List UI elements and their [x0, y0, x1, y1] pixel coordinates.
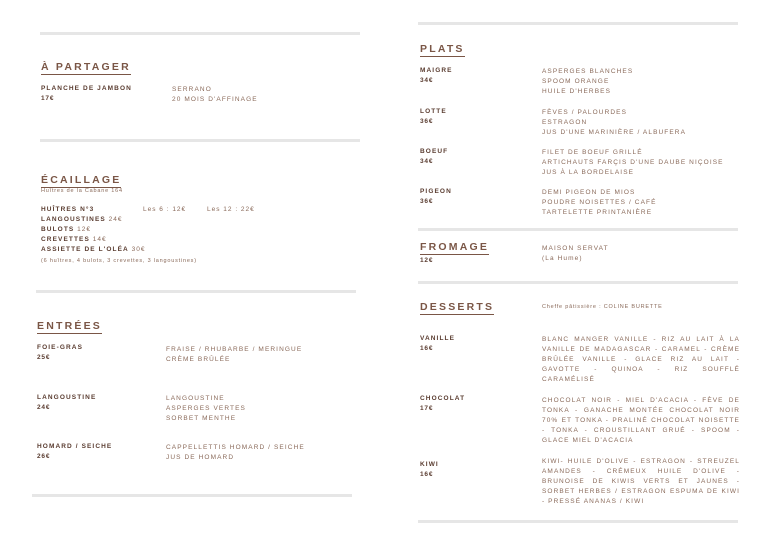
item-desc-langoustine: [166, 394, 246, 424]
item-desc-planche-jambon: [172, 85, 258, 105]
desc-line: FRAISE / RHUBARBE / MERINGUE: [166, 346, 303, 353]
desc-line: JUS À LA BORDELAISE: [542, 169, 635, 176]
section-subtitle-ecaillage: Huîtres de la Cabane 164: [41, 188, 123, 194]
pastry-chef: Cheffe pâtissière : COLINE BURETTE: [542, 304, 663, 310]
section-title-a-partager: À PARTAGER: [41, 61, 131, 73]
row-name: BULOTS: [41, 226, 75, 233]
desc-line: JUS D'UNE MARINIÈRE / ALBUFERA: [542, 129, 687, 136]
desc-line: FÈVES / PALOURDES: [542, 109, 628, 116]
divider: [40, 139, 360, 142]
desc-line: TARTELETTE PRINTANIÈRE: [542, 209, 653, 216]
item-price-huitres-6: Les 6 : 12€: [143, 206, 187, 213]
item-price-boeuf: 34€: [420, 158, 434, 165]
ecaillage-row: [41, 246, 145, 253]
item-desc-vanille: BLANC MANGER VANILLE - RIZ AU LAIT À LA VANILLE DE MADAGASCAR - CARAMEL - CRÈME BRÛLÉE VANILLE - GLACE RIZ AU LAIT - GAVOTTE - QUINOA - RIZ SOUFFLÉ CARAMÉLISÉ: [542, 336, 740, 383]
desc-line: (La Hume): [542, 255, 583, 262]
desc-line: DEMI PIGEON DE MIOS: [542, 189, 636, 196]
item-name-planche-jambon: PLANCHE DE JAMBON: [41, 85, 132, 92]
ecaillage-row: [41, 226, 91, 233]
item-desc-kiwi: KIWI- HUILE D'OLIVE - ESTRAGON - STREUZEL AMANDES - CRÉMEUX HUILE D'OLIVE - BRUNOISE DE KIWIS VERTS ET JAUNES - SORBET HERBES / ESTRAGON ESPUMA DE KIWI - PRESSÉ ANANAS / KIWI: [542, 458, 740, 505]
divider: [36, 290, 356, 293]
desc-line: LANGOUSTINE: [166, 395, 225, 402]
divider: [32, 494, 352, 497]
item-name-boeuf: BOEUF: [420, 148, 449, 155]
divider: [418, 228, 738, 231]
item-name-vanille: VANILLE: [420, 335, 456, 342]
item-name-homard-seiche: HOMARD / SEICHE: [37, 443, 113, 450]
item-desc-fromage: [542, 244, 609, 264]
item-desc-lotte: [542, 108, 686, 138]
row-name: ASSIETTE DE L'OLÉA: [41, 246, 129, 253]
item-name-langoustine: LANGOUSTINE: [37, 394, 97, 401]
item-name-lotte: LOTTE: [420, 108, 447, 115]
divider: [40, 32, 360, 35]
desc-line: ASPERGES BLANCHES: [542, 68, 634, 75]
item-price-planche-jambon: 17€: [41, 95, 55, 102]
divider: [418, 281, 738, 284]
item-desc-homard-seiche: [166, 443, 305, 463]
item-price-langoustine: 24€: [37, 404, 51, 411]
item-price-huitres-12: Les 12 : 22€: [207, 206, 255, 213]
row-price: 30€: [131, 246, 146, 253]
row-price: 24€: [108, 216, 123, 223]
item-price-foie-gras: 25€: [37, 354, 51, 361]
item-desc-pigeon: [542, 188, 657, 218]
row-name: LANGOUSTINES: [41, 216, 106, 223]
item-desc-maigre: [542, 67, 633, 97]
ecaillage-note: (6 huîtres, 4 bulots, 3 crevettes, 3 langoustines): [41, 258, 197, 264]
desc-line: 20 MOIS D'AFFINAGE: [172, 96, 258, 103]
section-title-entrees: ENTRÉES: [37, 320, 102, 332]
desc-line: HUILE D'HERBES: [542, 88, 612, 95]
desc-line: ASPERGES VERTES: [166, 405, 246, 412]
desc-line: MAISON SERVAT: [542, 245, 609, 252]
divider: [418, 22, 738, 25]
item-desc-boeuf: [542, 148, 724, 178]
desc-line: CRÈME BRÛLÉE: [166, 356, 231, 363]
desc-line: SORBET MENTHE: [166, 415, 237, 422]
item-name-maigre: MAIGRE: [420, 67, 453, 74]
item-name-huitres: HUÎTRES N°3: [41, 206, 95, 213]
item-price-homard-seiche: 26€: [37, 453, 51, 460]
row-name: CREVETTES: [41, 236, 90, 243]
desc-line: JUS DE HOMARD: [166, 454, 235, 461]
desc-line: SPOOM ORANGE: [542, 78, 610, 85]
desc-line: SERRANO: [172, 86, 212, 93]
item-name-foie-gras: FOIE-GRAS: [37, 344, 84, 351]
section-title-desserts: DESSERTS: [420, 301, 495, 313]
item-price-vanille: 16€: [420, 345, 434, 352]
desc-line: ESTRAGON: [542, 119, 588, 126]
section-title-fromage: FROMAGE: [420, 241, 490, 253]
row-price: 14€: [92, 236, 107, 243]
item-desc-foie-gras: [166, 345, 302, 365]
section-title-ecaillage: ÉCAILLAGE: [41, 174, 122, 186]
ecaillage-row: [41, 216, 123, 223]
item-price-pigeon: 36€: [420, 198, 434, 205]
item-name-kiwi: KIWI: [420, 461, 439, 468]
item-price-fromage: 12€: [420, 257, 434, 264]
row-price: 12€: [77, 226, 91, 233]
item-desc-chocolat: CHOCOLAT NOIR - MIEL D'ACACIA - FÈVE DE TONKA - GANACHE MONTÉE CHOCOLAT NOIR 70% ET TONKA - PRALINÉ CHOCOLAT NOISETTE - TONKA - CROUSTILLANT GRUÉ - SPOOM - GLACE MIEL D'ACACIA: [542, 397, 740, 444]
desc-line: CAPPELLETTIS HOMARD / SEICHE: [166, 444, 305, 451]
item-price-lotte: 36€: [420, 118, 434, 125]
item-price-chocolat: 17€: [420, 405, 434, 412]
section-title-plats: PLATS: [420, 43, 465, 55]
desc-line: POUDRE NOISETTES / CAFÉ: [542, 199, 657, 206]
desc-line: ARTICHAUTS FARÇIS D'UNE DAUBE NIÇOISE: [542, 159, 724, 166]
desc-line: FILET DE BOEUF GRILLÉ: [542, 149, 643, 156]
ecaillage-row: [41, 236, 107, 243]
item-name-pigeon: PIGEON: [420, 188, 452, 195]
divider: [418, 520, 738, 523]
item-price-kiwi: 16€: [420, 471, 434, 478]
item-name-chocolat: CHOCOLAT: [420, 395, 466, 402]
item-price-maigre: 34€: [420, 77, 434, 84]
